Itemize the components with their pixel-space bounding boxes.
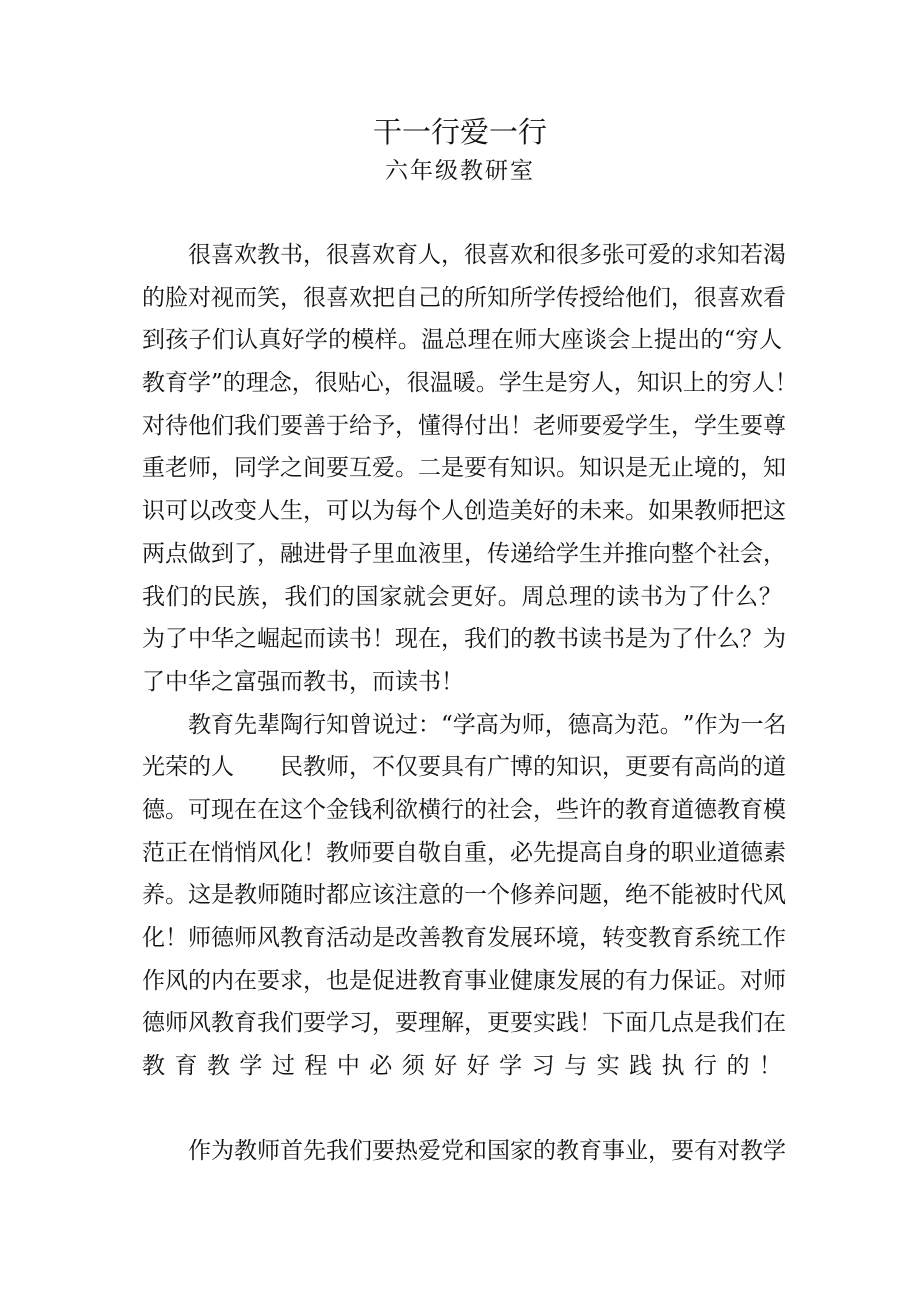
- paragraph-line: 我 们 的 民 族 ， 我 们 的 国 家 就 会 更 好 。 周 总 理 的 读 书 为 了 什 么 ？: [142, 583, 782, 610]
- paragraph-line: 很 喜 欢 教 书 ， 很 喜 欢 育 人 ， 很 喜 欢 和 很 多 张 可 爱 的 求 知 若 渴: [188, 242, 786, 268]
- paragraph-line: 识 可 以 改 变 人 生 ， 可 以 为 每 个 人 创 造 美 好 的 未 来 。 如 果 教 师 把 这: [142, 498, 786, 525]
- paragraph-line: 德 师 风 教 育 我 们 要 学 习 ， 要 理 解 ， 更 要 实 践 ！ 下 面 几 点 是 我 们 在: [142, 1010, 786, 1037]
- paragraph-line: 的 脸 对 视 而 笑 ， 很 喜 欢 把 自 己 的 所 知 所 学 传 授 给 他 们 ， 很 喜 欢 看: [142, 284, 786, 311]
- paragraph-line: 了中华之富强而教书，而读书！: [142, 668, 464, 695]
- paragraph-line: 德 。 可 现 在 在 这 个 金 钱 利 欲 横 行 的 社 会 ， 些 许 的 教 育 道 德 教 育 模: [142, 796, 786, 823]
- paragraph-line: 作 风 的 内 在 要 求 ， 也 是 促 进 教 育 事 业 健 康 发 展 的 有 力 保 证 。 对 师: [142, 967, 786, 994]
- paragraph-line: 为 了 中 华 之 崛 起 而 读 书 ！ 现 在 ， 我 们 的 教 书 读 书 是 为 了 什 么 ？ 为: [142, 626, 786, 653]
- paragraph-line: 养 。 这 是 教 师 随 时 都 应 该 注 意 的 一 个 修 养 问 题 ， 绝 不 能 被 时 代 风: [142, 882, 786, 909]
- paragraph-line: 作为教师首先我们要热爱党和国家的教育事业，要有对教学: [188, 1137, 786, 1164]
- paragraph-line: 教 育 学 ” 的 理 念 ， 很 贴 心 ， 很 温 暖 。 学 生 是 穷 人 ， 知 识 上 的 穷 人 ！: [142, 370, 798, 397]
- paragraph-line: 光 荣 的 人 民 教 师 ， 不 仅 要 具 有 广 博 的 知 识 ， 更 要 有 高 尚 的 道: [142, 754, 786, 781]
- paragraph-line: 范 正 在 悄 悄 风 化 ！ 教 师 要 自 敬 自 重 ， 必 先 提 高 自 身 的 职 业 道 德 素: [142, 839, 786, 866]
- paragraph-line: 到 孩 子 们 认 真 好 学 的 模 样 。 温 总 理 在 师 大 座 谈 会 上 提 出 的 “ 穷 人: [142, 327, 782, 354]
- paragraph-line: 对 待 他 们 我 们 要 善 于 给 予 ， 懂 得 付 出 ！ 老 师 要 爱 学 生 ， 学 生 要 尊: [142, 412, 786, 439]
- paragraph-line: 教 育 教 学 过 程 中 必 须 好 好 学 习 与 实 践 执 行 的 ！: [142, 1053, 782, 1080]
- paragraph-line: 两 点 做 到 了 ， 融 进 骨 子 里 血 液 里 ， 传 递 给 学 生 并 推 向 整 个 社 会 ，: [142, 540, 786, 567]
- document-subtitle: 六年级教研室: [385, 158, 535, 184]
- paragraph-line: 化 ！ 师 德 师 风 教 育 活 动 是 改 善 教 育 发 展 环 境 ， 转 变 教 育 系 统 工 作: [142, 925, 786, 951]
- document-title: 干一行爱一行: [372, 115, 547, 149]
- paragraph-line: 重 老 师 ， 同 学 之 间 要 互 爱 。 二 是 要 有 知 识 。 知 识 是 无 止 境 的 ， 知: [142, 455, 786, 482]
- paragraph-line: 教 育 先 辈 陶 行 知 曾 说 过 ： “ 学 高 为 师 ， 德 高 为 范 。 ” 作 为 一 名: [188, 711, 787, 738]
- document-body: [142, 234, 798, 1172]
